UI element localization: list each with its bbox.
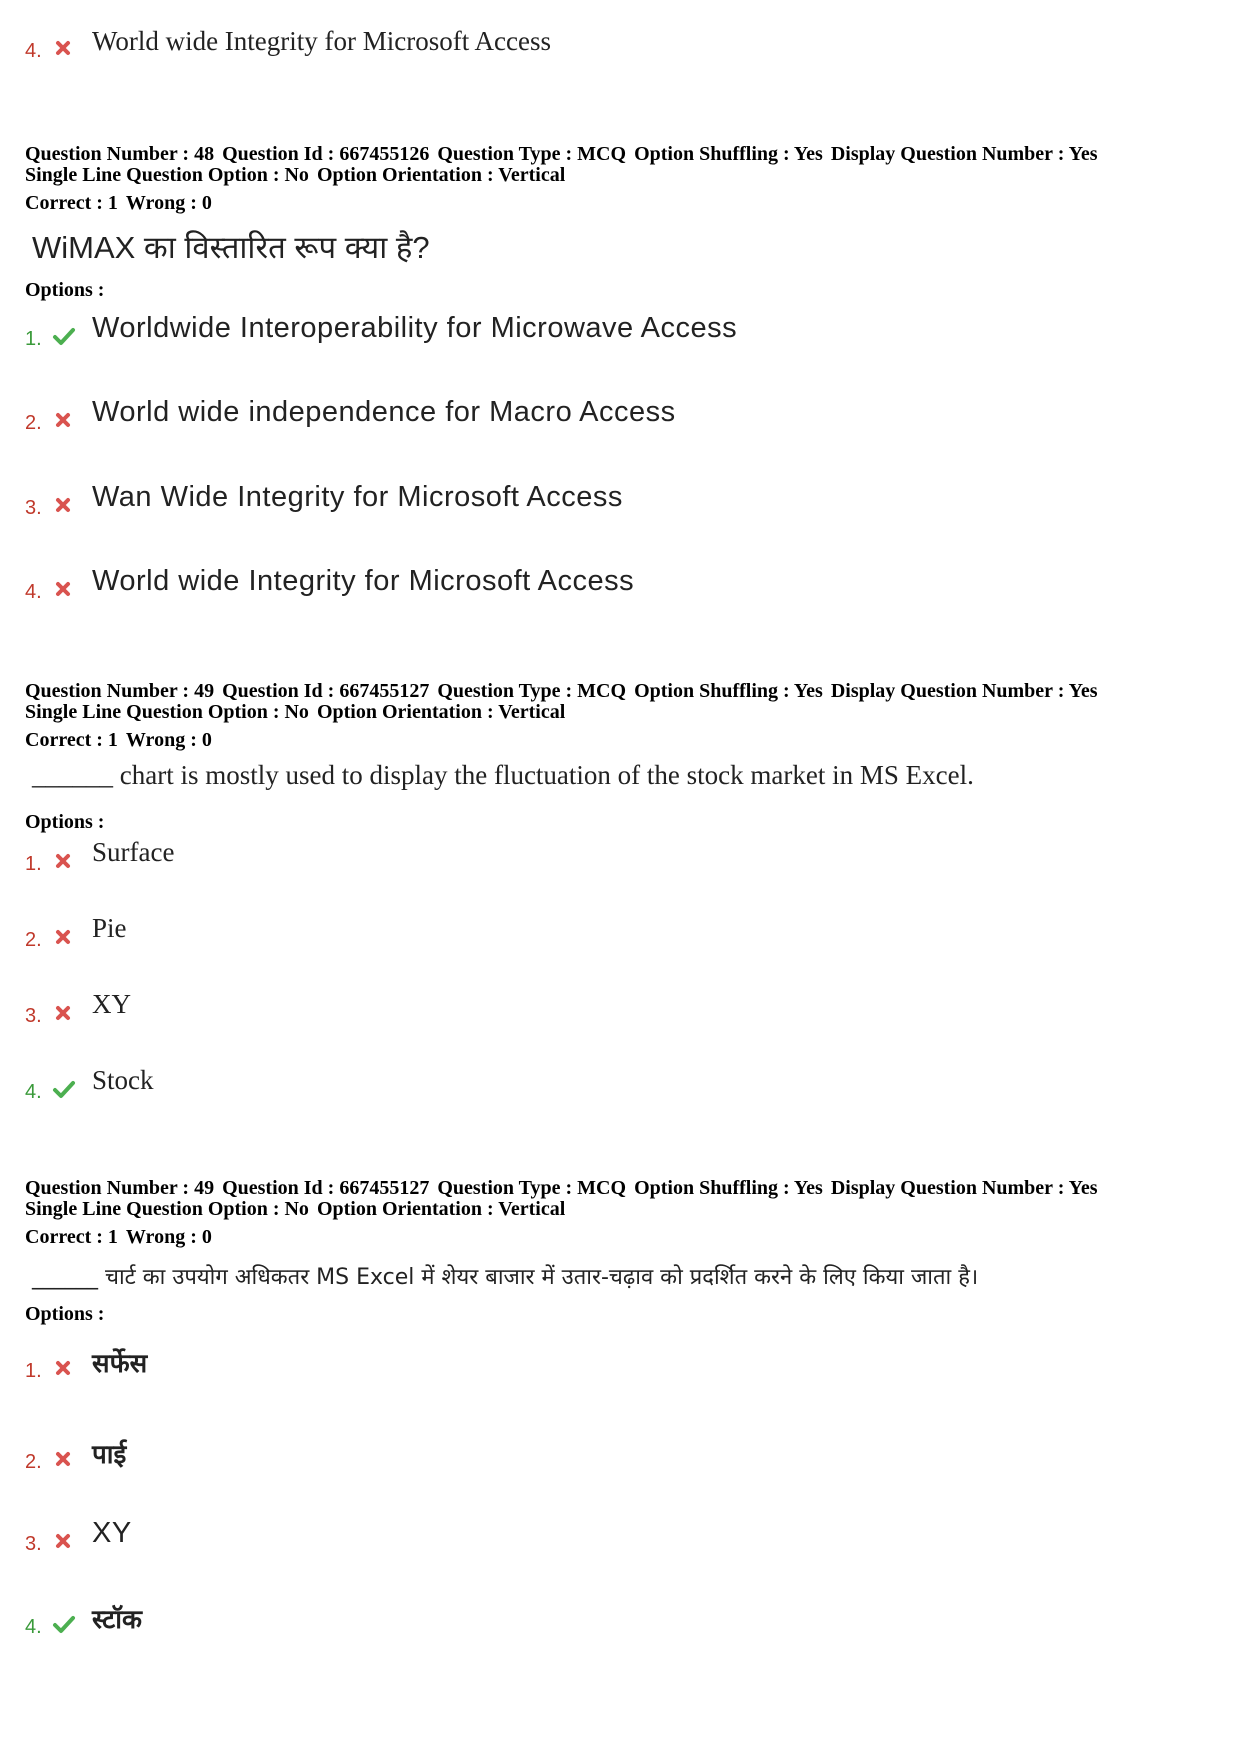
option-number: 3. xyxy=(25,1005,42,1027)
option-text: World wide Integrity for Microsoft Access xyxy=(92,565,635,597)
option-number: 4. xyxy=(25,1081,42,1103)
question-text: WiMAX का विस्तारित रूप क्या है? xyxy=(32,230,430,265)
question-meta-line-1: Question Number : 49 Question Id : 667455127 Question Type : MCQ Option Shuffling : Yes Display Question Number : Yes xyxy=(25,1177,1098,1199)
check-icon xyxy=(52,1077,76,1101)
option-row xyxy=(0,1606,1200,1646)
question-meta-line-2: Single Line Question Option : No Option Orientation : Vertical xyxy=(25,1198,566,1220)
option-number: 3. xyxy=(25,497,42,519)
option-row xyxy=(0,1065,1200,1111)
option-text: Pie xyxy=(92,913,127,943)
option-number: 1. xyxy=(25,328,42,350)
question-text: ______ चार्ट का उपयोग अधिकतर MS Excel में शेयर बाजार में उतार-चढ़ाव को प्रदर्शित करने के लिए किया जाता है। xyxy=(32,1265,979,1290)
option-row xyxy=(0,312,1200,358)
option-number: 4. xyxy=(25,40,42,62)
option-number: 2. xyxy=(25,1451,42,1473)
option-number: 3. xyxy=(25,1533,42,1555)
option-row xyxy=(0,1441,1200,1481)
options-label: Options : xyxy=(25,811,105,833)
option-text: World wide Integrity for Microsoft Access xyxy=(92,26,551,56)
cross-icon xyxy=(52,408,76,432)
option-text: Surface xyxy=(92,837,175,867)
question-meta-line-2: Single Line Question Option : No Option Orientation : Vertical xyxy=(25,164,566,186)
option-row xyxy=(0,26,1200,70)
option-row xyxy=(0,837,1200,883)
option-text: पाई xyxy=(92,1440,127,1470)
options-label: Options : xyxy=(25,279,105,301)
question-text: ______ chart is mostly used to display the fluctuation of the stock market in MS Excel. xyxy=(32,760,974,790)
option-row xyxy=(0,1517,1200,1563)
option-row xyxy=(0,989,1200,1035)
question-meta-line-2: Single Line Question Option : No Option Orientation : Vertical xyxy=(25,701,566,723)
cross-icon xyxy=(52,1356,76,1380)
option-number: 4. xyxy=(25,1616,42,1638)
option-number: 1. xyxy=(25,853,42,875)
option-text: Wan Wide Integrity for Microsoft Access xyxy=(92,481,623,513)
score-line: Correct : 1 Wrong : 0 xyxy=(25,1226,212,1248)
option-row xyxy=(0,913,1200,959)
option-text: सर्फेस xyxy=(92,1349,148,1379)
score-line: Correct : 1 Wrong : 0 xyxy=(25,729,212,751)
option-text: World wide independence for Macro Access xyxy=(92,396,676,428)
options-label: Options : xyxy=(25,1303,105,1325)
option-number: 2. xyxy=(25,412,42,434)
check-icon xyxy=(52,1612,76,1636)
question-meta-line-1: Question Number : 49 Question Id : 667455127 Question Type : MCQ Option Shuffling : Yes Display Question Number : Yes xyxy=(25,680,1098,702)
option-row xyxy=(0,481,1200,527)
check-icon xyxy=(52,324,76,348)
cross-icon xyxy=(52,577,76,601)
cross-icon xyxy=(52,1001,76,1025)
cross-icon xyxy=(52,493,76,517)
option-number: 4. xyxy=(25,581,42,603)
cross-icon xyxy=(52,36,76,60)
option-text: स्टॉक xyxy=(92,1605,142,1635)
cross-icon xyxy=(52,1447,76,1471)
question-meta-line-1: Question Number : 48 Question Id : 667455126 Question Type : MCQ Option Shuffling : Yes Display Question Number : Yes xyxy=(25,143,1098,165)
option-text: Stock xyxy=(92,1065,154,1095)
cross-icon xyxy=(52,925,76,949)
option-text: XY xyxy=(92,989,131,1019)
cross-icon xyxy=(52,1529,76,1553)
cross-icon xyxy=(52,849,76,873)
option-row xyxy=(0,1350,1200,1390)
option-text: Worldwide Interoperability for Microwave Access xyxy=(92,312,738,344)
option-row xyxy=(0,565,1200,611)
option-text: XY xyxy=(92,1517,132,1549)
option-row xyxy=(0,396,1200,442)
option-number: 2. xyxy=(25,929,42,951)
option-number: 1. xyxy=(25,1360,42,1382)
score-line: Correct : 1 Wrong : 0 xyxy=(25,192,212,214)
